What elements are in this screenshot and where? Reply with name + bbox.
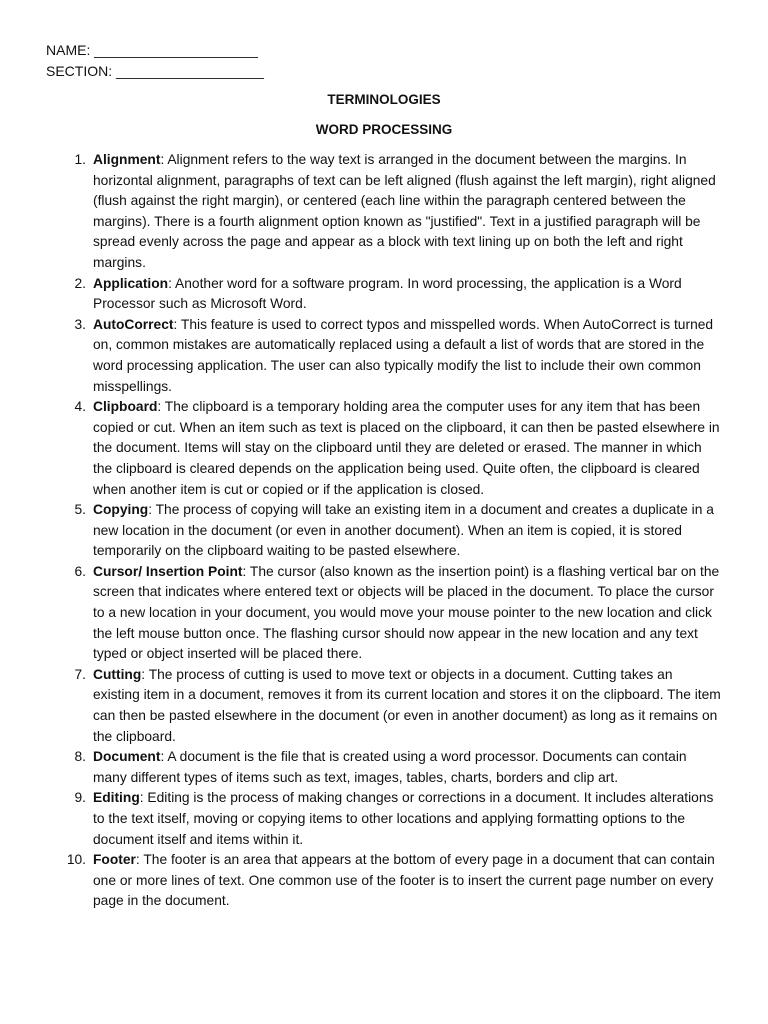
- term-definition: : This feature is used to correct typos and misspelled words. When AutoCorrect is turned on, common mistakes are automatically replaced using a default a list of words that are stored in the word processing application. The user can also typically modify the list to include their own common misspellings.: [93, 316, 714, 394]
- term-number: 6.: [74, 563, 86, 579]
- term-word: Cursor/ Insertion Point: [93, 563, 243, 579]
- term-item-application: [46, 274, 722, 315]
- term-item-footer: [46, 850, 722, 912]
- term-number: 2.: [74, 275, 86, 291]
- term-definition: : Another word for a software program. In word processing, the application is a Word Processor such as Microsoft Word.: [93, 275, 682, 312]
- terms-list: [46, 150, 722, 912]
- term-definition: : The process of copying will take an existing item in a document and creates a duplicate in a new location in the document (or even in another document). When an item is copied, it is stored temporarily on the clipboard waiting to be pasted elsewhere.: [93, 502, 714, 559]
- term-definition: : The clipboard is a temporary holding area the computer uses for any item that has been copied or cut. When an item such as text is placed on the clipboard, it can then be pasted elsewhere in the document. Items will stay on the clipboard until they are deleted or erased. The manner in which the clipboard is cleared depends on the application being used. Quite often, the clipboard is cleared when another item is cut or copied or if the application is closed.: [93, 399, 720, 497]
- term-number: 9.: [74, 790, 86, 806]
- term-number: 5.: [74, 502, 86, 518]
- document-title: TERMINOLOGIES: [327, 92, 441, 107]
- term-word: Application: [93, 275, 169, 291]
- term-item-alignment: [46, 150, 722, 274]
- term-word: AutoCorrect: [93, 316, 174, 332]
- term-word: Cutting: [93, 666, 142, 682]
- term-definition: : The footer is an area that appears at the bottom of every page in a document that can contain one or more lines of text. One common use of the footer is to insert the current page number on every page in the document.: [93, 852, 715, 909]
- document-subtitle: WORD PROCESSING: [315, 122, 453, 137]
- term-word: Clipboard: [93, 399, 158, 415]
- term-item-document: [46, 747, 722, 788]
- name-field-line: NAME: _____________________: [46, 42, 258, 58]
- term-number: 7.: [74, 666, 86, 682]
- term-item-clipboard: [46, 397, 722, 500]
- term-definition: : A document is the file that is created using a word processor. Documents can contain many different types of items such as text, images, tables, charts, borders and clip art.: [93, 749, 687, 785]
- term-word: Alignment: [93, 152, 161, 167]
- term-item-cursor: [46, 562, 722, 665]
- term-number: 8.: [74, 749, 86, 765]
- term-definition: : Editing is the process of making changes or corrections in a document. It includes alterations to the text itself, moving or copying items to other locations and applying formatting options to the document itself and items within it.: [93, 790, 714, 847]
- term-definition: : The cursor (also known as the insertion point) is a flashing vertical bar on the screen that indicates where entered text or objects will be placed in the document. To place the cursor to a new location in your document, you would move your mouse pointer to the new location and click the left mouse button once. The flashing cursor should now appear in the new location and any text typed or object inserted will be placed there.: [93, 563, 720, 662]
- term-number: 4.: [74, 399, 86, 415]
- term-word: Document: [93, 749, 161, 765]
- term-number: 1.: [74, 152, 86, 167]
- section-field-line: SECTION: ___________________: [46, 63, 264, 79]
- term-item-copying: [46, 500, 722, 562]
- term-item-autocorrect: [46, 315, 722, 397]
- term-definition: : Alignment refers to the way text is arranged in the document between the margins. In horizontal alignment, paragraphs of text can be left aligned (flush against the left margin), right aligned (flush against the right margin), or centered (each line within the paragraph centered between the margins). There is a fourth alignment option known as "justified". Text in a justified paragraph will be spread evenly across the page and appear as a block with text lining up on both the left and right margins.: [93, 152, 716, 270]
- term-word: Footer: [93, 852, 136, 868]
- term-item-editing: [46, 788, 722, 850]
- term-word: Copying: [93, 502, 149, 518]
- term-word: Editing: [93, 790, 140, 806]
- term-number: 10.: [66, 852, 86, 868]
- term-definition: : The process of cutting is used to move text or objects in a document. Cutting takes an existing item in a document, removes it from its current location and stores it on the clipboard. The item can then be pasted elsewhere in the document (or even in another document) as long as it remains on the clipboard.: [93, 666, 721, 744]
- term-item-cutting: [46, 665, 722, 747]
- term-number: 3.: [74, 316, 86, 332]
